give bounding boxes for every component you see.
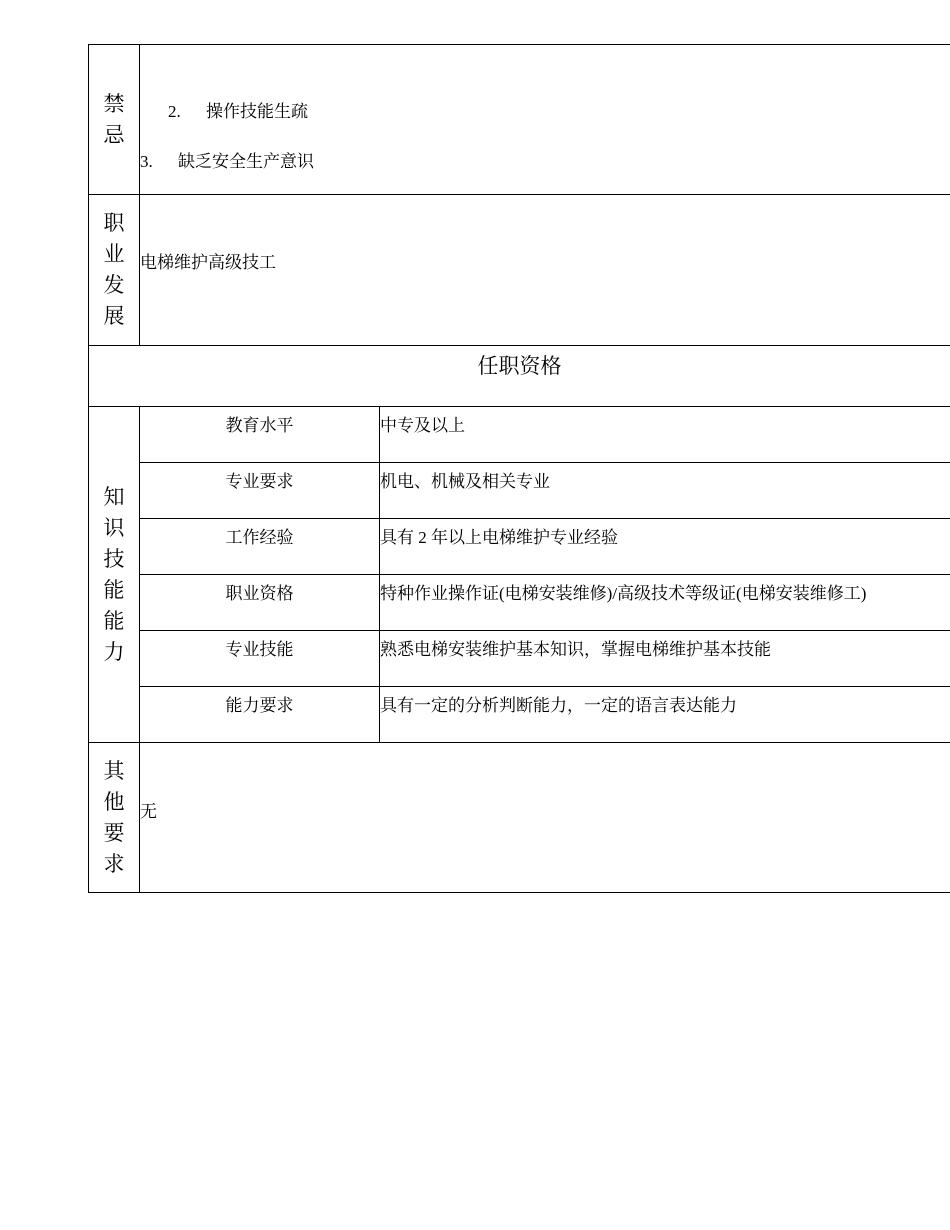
qualification-row: [89, 407, 950, 463]
section-title: 任职资格: [89, 346, 950, 407]
qualification-row: [89, 687, 950, 743]
other-content: 无: [140, 743, 950, 893]
certification-label: 职业资格: [140, 575, 380, 631]
skills-label: 专业技能: [140, 631, 380, 687]
knowledge-skills-label: 知 识 技 能 能 力: [89, 407, 140, 743]
job-spec-table: [88, 44, 950, 893]
skills-value: 熟悉电梯安装维护基本知识，掌握电梯维护基本技能: [380, 631, 950, 687]
major-value: 机电、机械及相关专业: [380, 463, 950, 519]
taboo-item: 3. 缺乏安全生产意识: [140, 152, 314, 171]
career-label: 职 业 发 展: [89, 195, 140, 346]
experience-label: 工作经验: [140, 519, 380, 575]
certification-value: 特种作业操作证(电梯安装维修)/高级技术等级证(电梯安装维修工): [380, 575, 950, 631]
taboo-item: 2. 操作技能生疏: [168, 102, 308, 121]
career-content: 电梯维护高级技工: [140, 195, 950, 346]
qualification-row: [89, 463, 950, 519]
ability-label: 能力要求: [140, 687, 380, 743]
experience-value: 具有 2 年以上电梯维护专业经验: [380, 519, 950, 575]
education-value: 中专及以上: [380, 407, 950, 463]
other-label: 其 他 要 求: [89, 743, 140, 893]
qualification-row: [89, 631, 950, 687]
qualification-row: [89, 519, 950, 575]
taboo-row: [89, 45, 950, 195]
taboo-content: [140, 45, 950, 195]
taboo-label: 禁 忌: [89, 45, 140, 195]
qualification-row: [89, 575, 950, 631]
qualifications-title-row: [89, 346, 950, 407]
ability-value: 具有一定的分析判断能力，一定的语言表达能力: [380, 687, 950, 743]
major-label: 专业要求: [140, 463, 380, 519]
career-row: [89, 195, 950, 346]
education-label: 教育水平: [140, 407, 380, 463]
other-row: [89, 743, 950, 893]
